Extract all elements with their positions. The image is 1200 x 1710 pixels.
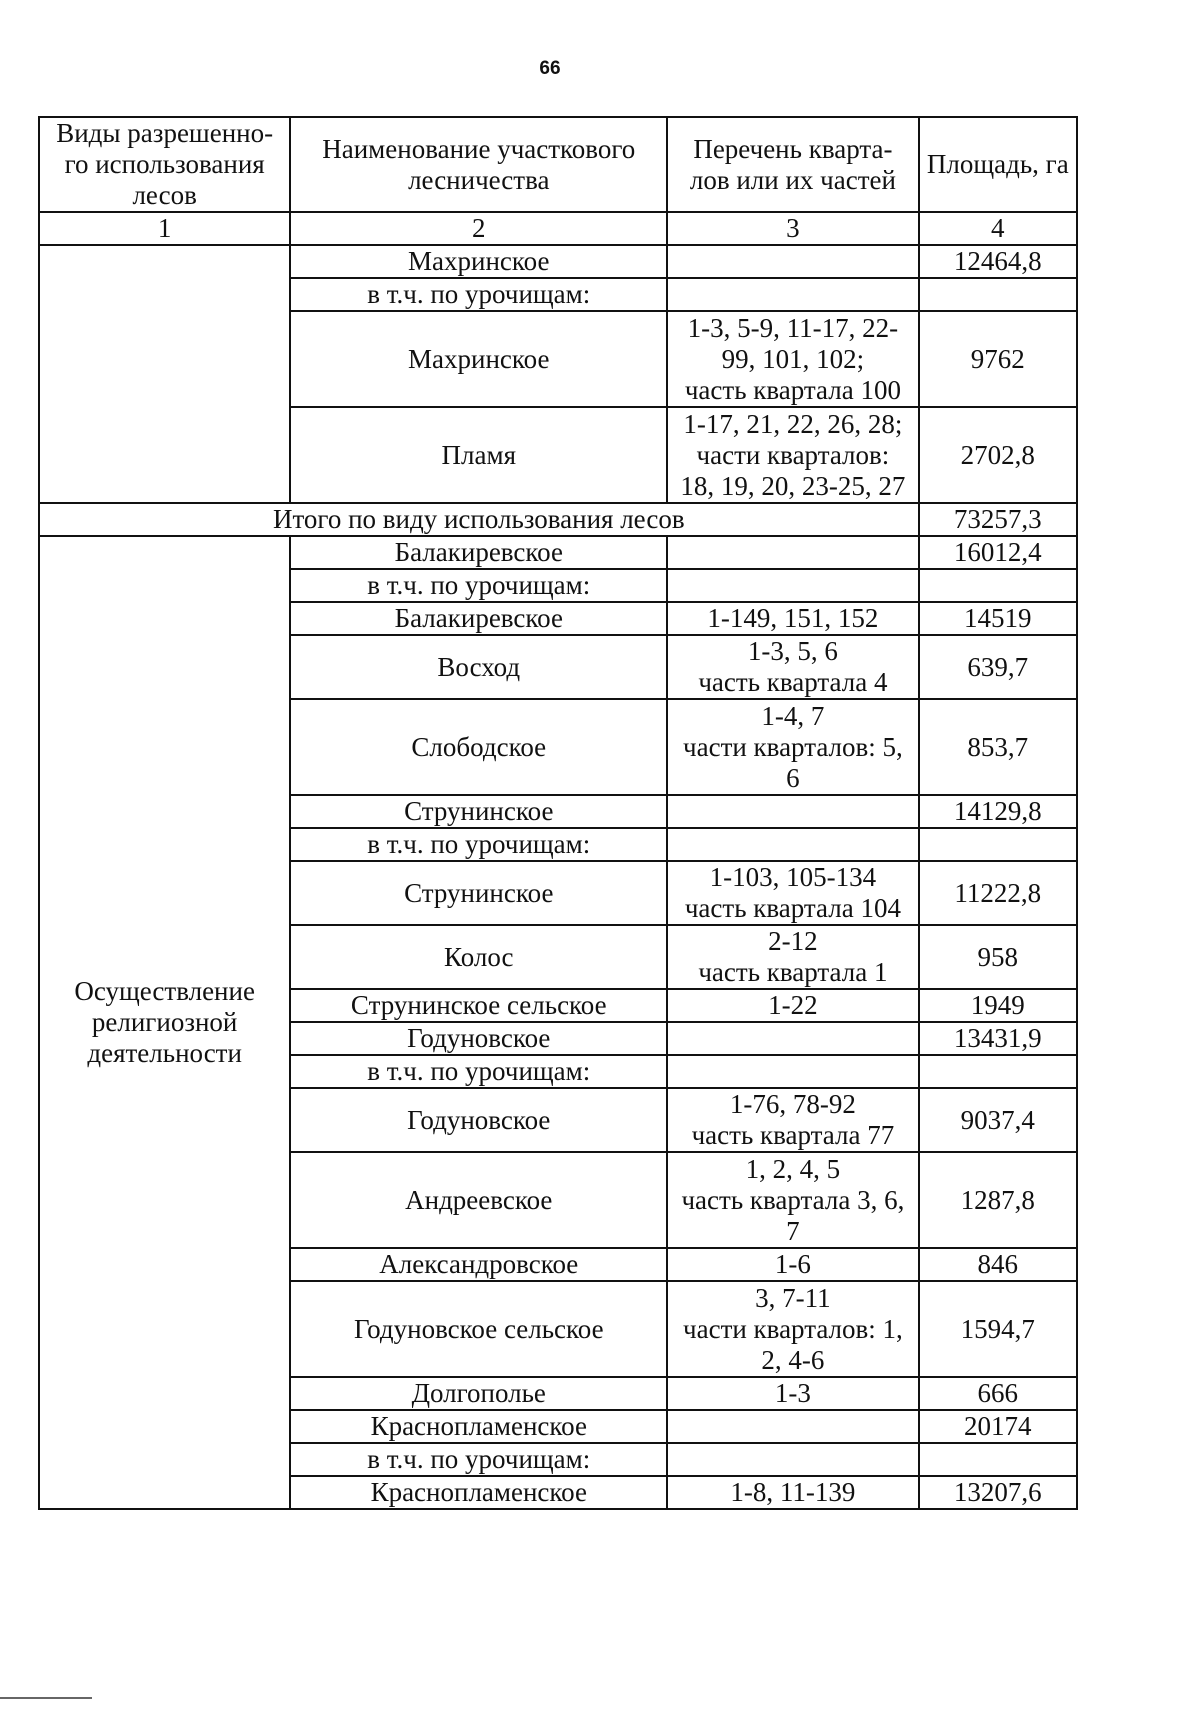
quarters-cell	[667, 1088, 918, 1152]
area-cell	[919, 278, 1077, 311]
quarters-cell	[667, 861, 918, 925]
area-cell: 958	[919, 925, 1077, 989]
quarters-line: части кварталов:	[696, 439, 890, 470]
quarters-line: часть квартала 3, 6,	[681, 1184, 905, 1215]
quarters-line: 1-4, 7	[761, 700, 825, 731]
quarters-cell	[667, 699, 918, 795]
quarters-line: 1-103, 105-134	[709, 862, 877, 892]
quarters-cell	[667, 635, 918, 699]
quarters-line: часть квартала 100	[684, 374, 901, 405]
forestry-name-cell: в т.ч. по урочищам:	[290, 828, 667, 861]
forestry-name-cell: Годуновское	[290, 1088, 667, 1152]
area-cell: 9762	[919, 311, 1077, 407]
forestry-name-cell: Махринское	[290, 245, 667, 278]
area-cell: 666	[919, 1377, 1077, 1410]
area-cell	[919, 569, 1077, 602]
quarters-line: 1-3, 5-9, 11-17, 22-	[687, 312, 899, 343]
page-number: 66	[539, 58, 561, 79]
use-kind-cell-empty	[39, 245, 290, 503]
quarters-cell	[667, 407, 918, 503]
quarters-cell	[667, 1443, 918, 1476]
quarters-cell	[667, 1410, 918, 1443]
quarters-line: 2, 4-6	[761, 1344, 825, 1375]
table-row	[39, 536, 1077, 569]
forestry-name-cell: Андреевское	[290, 1152, 667, 1248]
header-row	[39, 117, 1077, 212]
area-cell: 1949	[919, 989, 1077, 1022]
quarters-line: часть квартала 104	[684, 893, 901, 923]
forestry-name-cell: Струнинское	[290, 795, 667, 828]
area-cell: 14129,8	[919, 795, 1077, 828]
forestry-name-cell: Пламя	[290, 407, 667, 503]
forestry-name-cell: Годуновское сельское	[290, 1281, 667, 1377]
forestry-name-cell: Балакиревское	[290, 602, 667, 635]
forestry-name-cell: Краснопламенское	[290, 1410, 667, 1443]
quarters-line: 7	[786, 1215, 800, 1246]
quarters-cell	[667, 1281, 918, 1377]
area-cell: 846	[919, 1248, 1077, 1281]
area-cell: 11222,8	[919, 861, 1077, 925]
forestry-name-cell: Слободское	[290, 699, 667, 795]
quarters-cell	[667, 602, 918, 635]
quarters-line: части кварталов: 5,	[683, 731, 903, 762]
quarters-line: части кварталов: 1,	[683, 1313, 903, 1344]
quarters-cell	[667, 1055, 918, 1088]
forest-use-table	[38, 116, 1078, 1510]
area-cell: 2702,8	[919, 407, 1077, 503]
quarters-line: 1-3, 5, 6	[747, 636, 838, 666]
quarters-cell	[667, 536, 918, 569]
quarters-line: часть квартала 4	[698, 667, 888, 697]
column-number-1: 1	[39, 212, 290, 245]
quarters-cell	[667, 1022, 918, 1055]
quarters-line: 1-22	[768, 990, 818, 1020]
header-area: Площадь, га	[919, 117, 1077, 212]
quarters-line: 1-149, 151, 152	[707, 603, 879, 633]
header-forestry-name: Наименование участкового лесничества	[290, 117, 667, 212]
area-cell: 12464,8	[919, 245, 1077, 278]
quarters-cell	[667, 569, 918, 602]
area-cell	[919, 1055, 1077, 1088]
quarters-line: 1-6	[774, 1249, 811, 1279]
forestry-name-cell: Краснопламенское	[290, 1476, 667, 1509]
table-row	[39, 245, 1077, 278]
quarters-cell	[667, 278, 918, 311]
area-cell: 853,7	[919, 699, 1077, 795]
header-use-kind: Виды разрешенно-го использования лесов	[39, 117, 290, 212]
quarters-cell	[667, 1476, 918, 1509]
forestry-name-cell: в т.ч. по урочищам:	[290, 1443, 667, 1476]
total-area: 73257,3	[919, 503, 1077, 536]
forestry-name-cell: Махринское	[290, 311, 667, 407]
quarters-line: 3, 7-11	[755, 1282, 831, 1313]
forestry-name-cell: Струнинское сельское	[290, 989, 667, 1022]
column-number-3: 3	[667, 212, 918, 245]
area-cell: 1287,8	[919, 1152, 1077, 1248]
area-cell	[919, 1443, 1077, 1476]
forestry-name-cell: Долгополье	[290, 1377, 667, 1410]
quarters-cell	[667, 245, 918, 278]
total-label: Итого по виду использования лесов	[39, 503, 919, 536]
quarters-cell	[667, 989, 918, 1022]
forestry-name-cell: Восход	[290, 635, 667, 699]
forestry-name-cell: Балакиревское	[290, 536, 667, 569]
quarters-line: часть квартала 1	[698, 957, 888, 987]
use-kind-cell: Осуществление религиозной деятельности	[39, 536, 290, 1509]
area-cell: 20174	[919, 1410, 1077, 1443]
header-quarters-list: Перечень кварта-лов или их частей	[667, 117, 918, 212]
quarters-line: 1-17, 21, 22, 26, 28;	[683, 408, 903, 439]
area-cell	[919, 828, 1077, 861]
quarters-line: часть квартала 77	[691, 1120, 895, 1150]
footer-rule	[0, 1697, 92, 1699]
quarters-line: 2-12	[768, 926, 818, 956]
quarters-cell	[667, 311, 918, 407]
quarters-line: 1-3	[774, 1378, 811, 1408]
column-number-4: 4	[919, 212, 1077, 245]
forestry-name-cell: Струнинское	[290, 861, 667, 925]
quarters-line: 1-76, 78-92	[729, 1089, 856, 1119]
table-body	[39, 117, 1077, 1509]
quarters-line: 99, 101, 102;	[721, 343, 865, 374]
quarters-cell	[667, 925, 918, 989]
area-cell: 639,7	[919, 635, 1077, 699]
quarters-cell	[667, 1248, 918, 1281]
forestry-name-cell: в т.ч. по урочищам:	[290, 1055, 667, 1088]
quarters-line: 18, 19, 20, 23-25, 27	[680, 470, 906, 501]
area-cell: 13431,9	[919, 1022, 1077, 1055]
area-cell: 16012,4	[919, 536, 1077, 569]
quarters-cell	[667, 795, 918, 828]
area-cell: 9037,4	[919, 1088, 1077, 1152]
column-number-row	[39, 212, 1077, 245]
forestry-name-cell: в т.ч. по урочищам:	[290, 569, 667, 602]
forestry-name-cell: Александровское	[290, 1248, 667, 1281]
forestry-name-cell: Годуновское	[290, 1022, 667, 1055]
quarters-line: 6	[786, 762, 800, 793]
column-number-2: 2	[290, 212, 667, 245]
quarters-cell	[667, 1152, 918, 1248]
quarters-line: 1-8, 11-139	[730, 1477, 856, 1507]
forestry-name-cell: в т.ч. по урочищам:	[290, 278, 667, 311]
quarters-line: 1, 2, 4, 5	[745, 1153, 841, 1184]
forestry-name-cell: Колос	[290, 925, 667, 989]
total-row	[39, 503, 1077, 536]
area-cell: 1594,7	[919, 1281, 1077, 1377]
quarters-cell	[667, 828, 918, 861]
area-cell: 14519	[919, 602, 1077, 635]
quarters-cell	[667, 1377, 918, 1410]
area-cell: 13207,6	[919, 1476, 1077, 1509]
